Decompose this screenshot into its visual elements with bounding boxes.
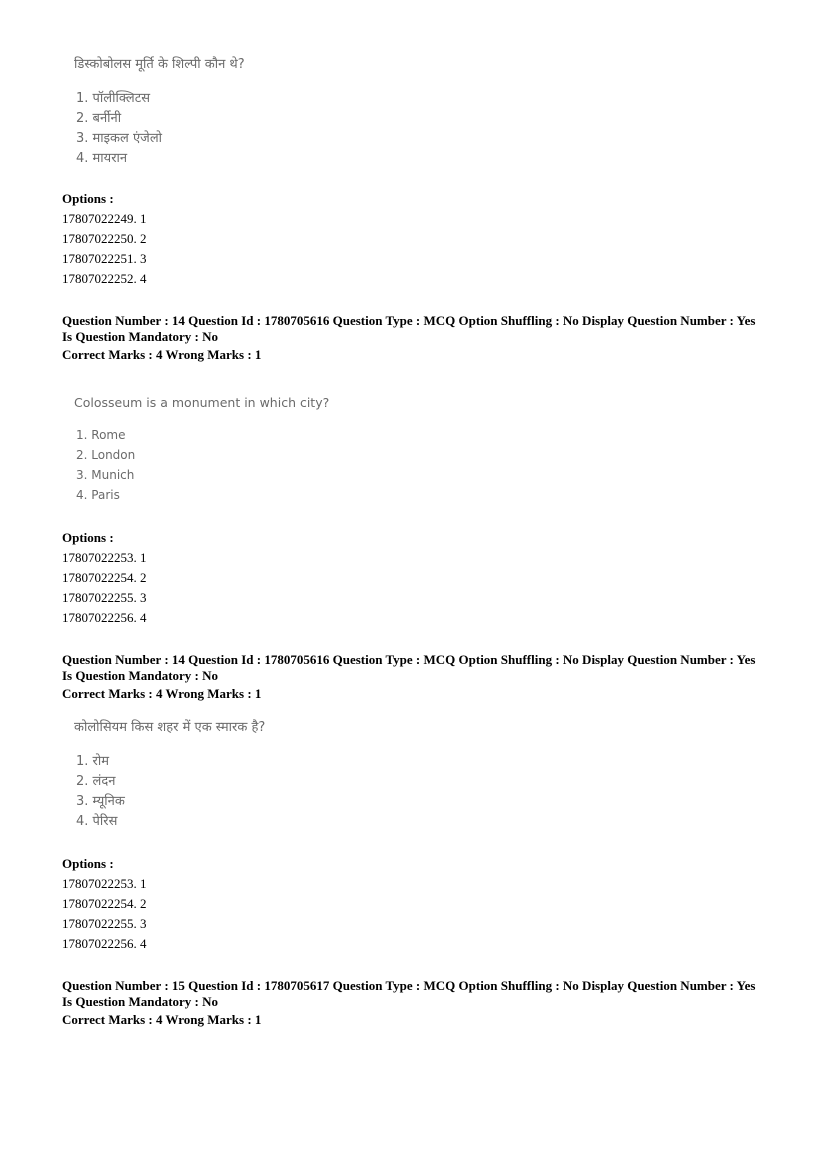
question-text: कोलोसियम किस शहर में एक स्मारक है? — [74, 720, 266, 735]
option-id-row: 17807022249. 1 — [62, 211, 147, 226]
options-label: Options : — [62, 191, 114, 206]
mandatory-line: Is Question Mandatory : No — [62, 668, 219, 683]
option-id-row: 17807022250. 2 — [62, 231, 147, 246]
question-meta-line: Question Number : 15 Question Id : 1780705617 Question Type : MCQ Option Shuffling : No Display Question Number : Yes — [62, 978, 756, 993]
question-meta-line: Question Number : 14 Question Id : 1780705616 Question Type : MCQ Option Shuffling : No Display Question Number : Yes — [62, 652, 756, 667]
choice-item: 3. माइकल एंजेलो — [76, 131, 163, 146]
option-id-row: 17807022254. 2 — [62, 570, 147, 585]
question-image-colosseum-en — [62, 395, 402, 508]
choice-item: 2. बर्नीनी — [76, 111, 122, 126]
choice-item: 4. Paris — [76, 488, 120, 502]
choice-list — [62, 428, 402, 508]
choice-item: 4. मायरान — [76, 151, 128, 166]
question-image-colosseum-hi — [62, 717, 402, 831]
choice-list — [62, 88, 402, 168]
marks-line: Correct Marks : 4 Wrong Marks : 1 — [62, 347, 262, 362]
choice-list — [62, 751, 402, 831]
choice-item: 4. पेरिस — [76, 814, 118, 829]
question-text: Colosseum is a monument in which city? — [74, 395, 330, 410]
option-id-row: 17807022253. 1 — [62, 550, 147, 565]
choice-item: 3. Munich — [76, 468, 135, 482]
choice-item: 1. रोम — [76, 754, 109, 769]
options-label: Options : — [62, 856, 114, 871]
option-id-row: 17807022255. 3 — [62, 590, 147, 605]
option-id-row: 17807022256. 4 — [62, 610, 147, 625]
question-meta — [62, 978, 782, 1028]
marks-line: Correct Marks : 4 Wrong Marks : 1 — [62, 1012, 262, 1027]
choice-item: 1. पॉलीक्लिटस — [76, 91, 151, 106]
question-meta — [62, 652, 782, 702]
option-id-row: 17807022255. 3 — [62, 916, 147, 931]
question-meta — [62, 313, 782, 363]
marks-line: Correct Marks : 4 Wrong Marks : 1 — [62, 686, 262, 701]
choice-item: 1. Rome — [76, 428, 126, 442]
mandatory-line: Is Question Mandatory : No — [62, 329, 219, 344]
option-id-row: 17807022252. 4 — [62, 271, 147, 286]
question-text: डिस्कोबोलस मूर्ति के शिल्पी कौन थे? — [74, 57, 245, 72]
options-label: Options : — [62, 530, 114, 545]
option-id-row: 17807022253. 1 — [62, 876, 147, 891]
choice-item: 3. म्यूनिक — [76, 794, 125, 809]
option-id-row: 17807022254. 2 — [62, 896, 147, 911]
choice-item: 2. लंदन — [76, 774, 116, 789]
mandatory-line: Is Question Mandatory : No — [62, 994, 219, 1009]
option-id-row: 17807022256. 4 — [62, 936, 147, 951]
option-id-row: 17807022251. 3 — [62, 251, 147, 266]
question-meta-line: Question Number : 14 Question Id : 1780705616 Question Type : MCQ Option Shuffling : No Display Question Number : Yes — [62, 313, 756, 328]
question-image-discobolus — [62, 54, 402, 168]
choice-item: 2. London — [76, 448, 136, 462]
